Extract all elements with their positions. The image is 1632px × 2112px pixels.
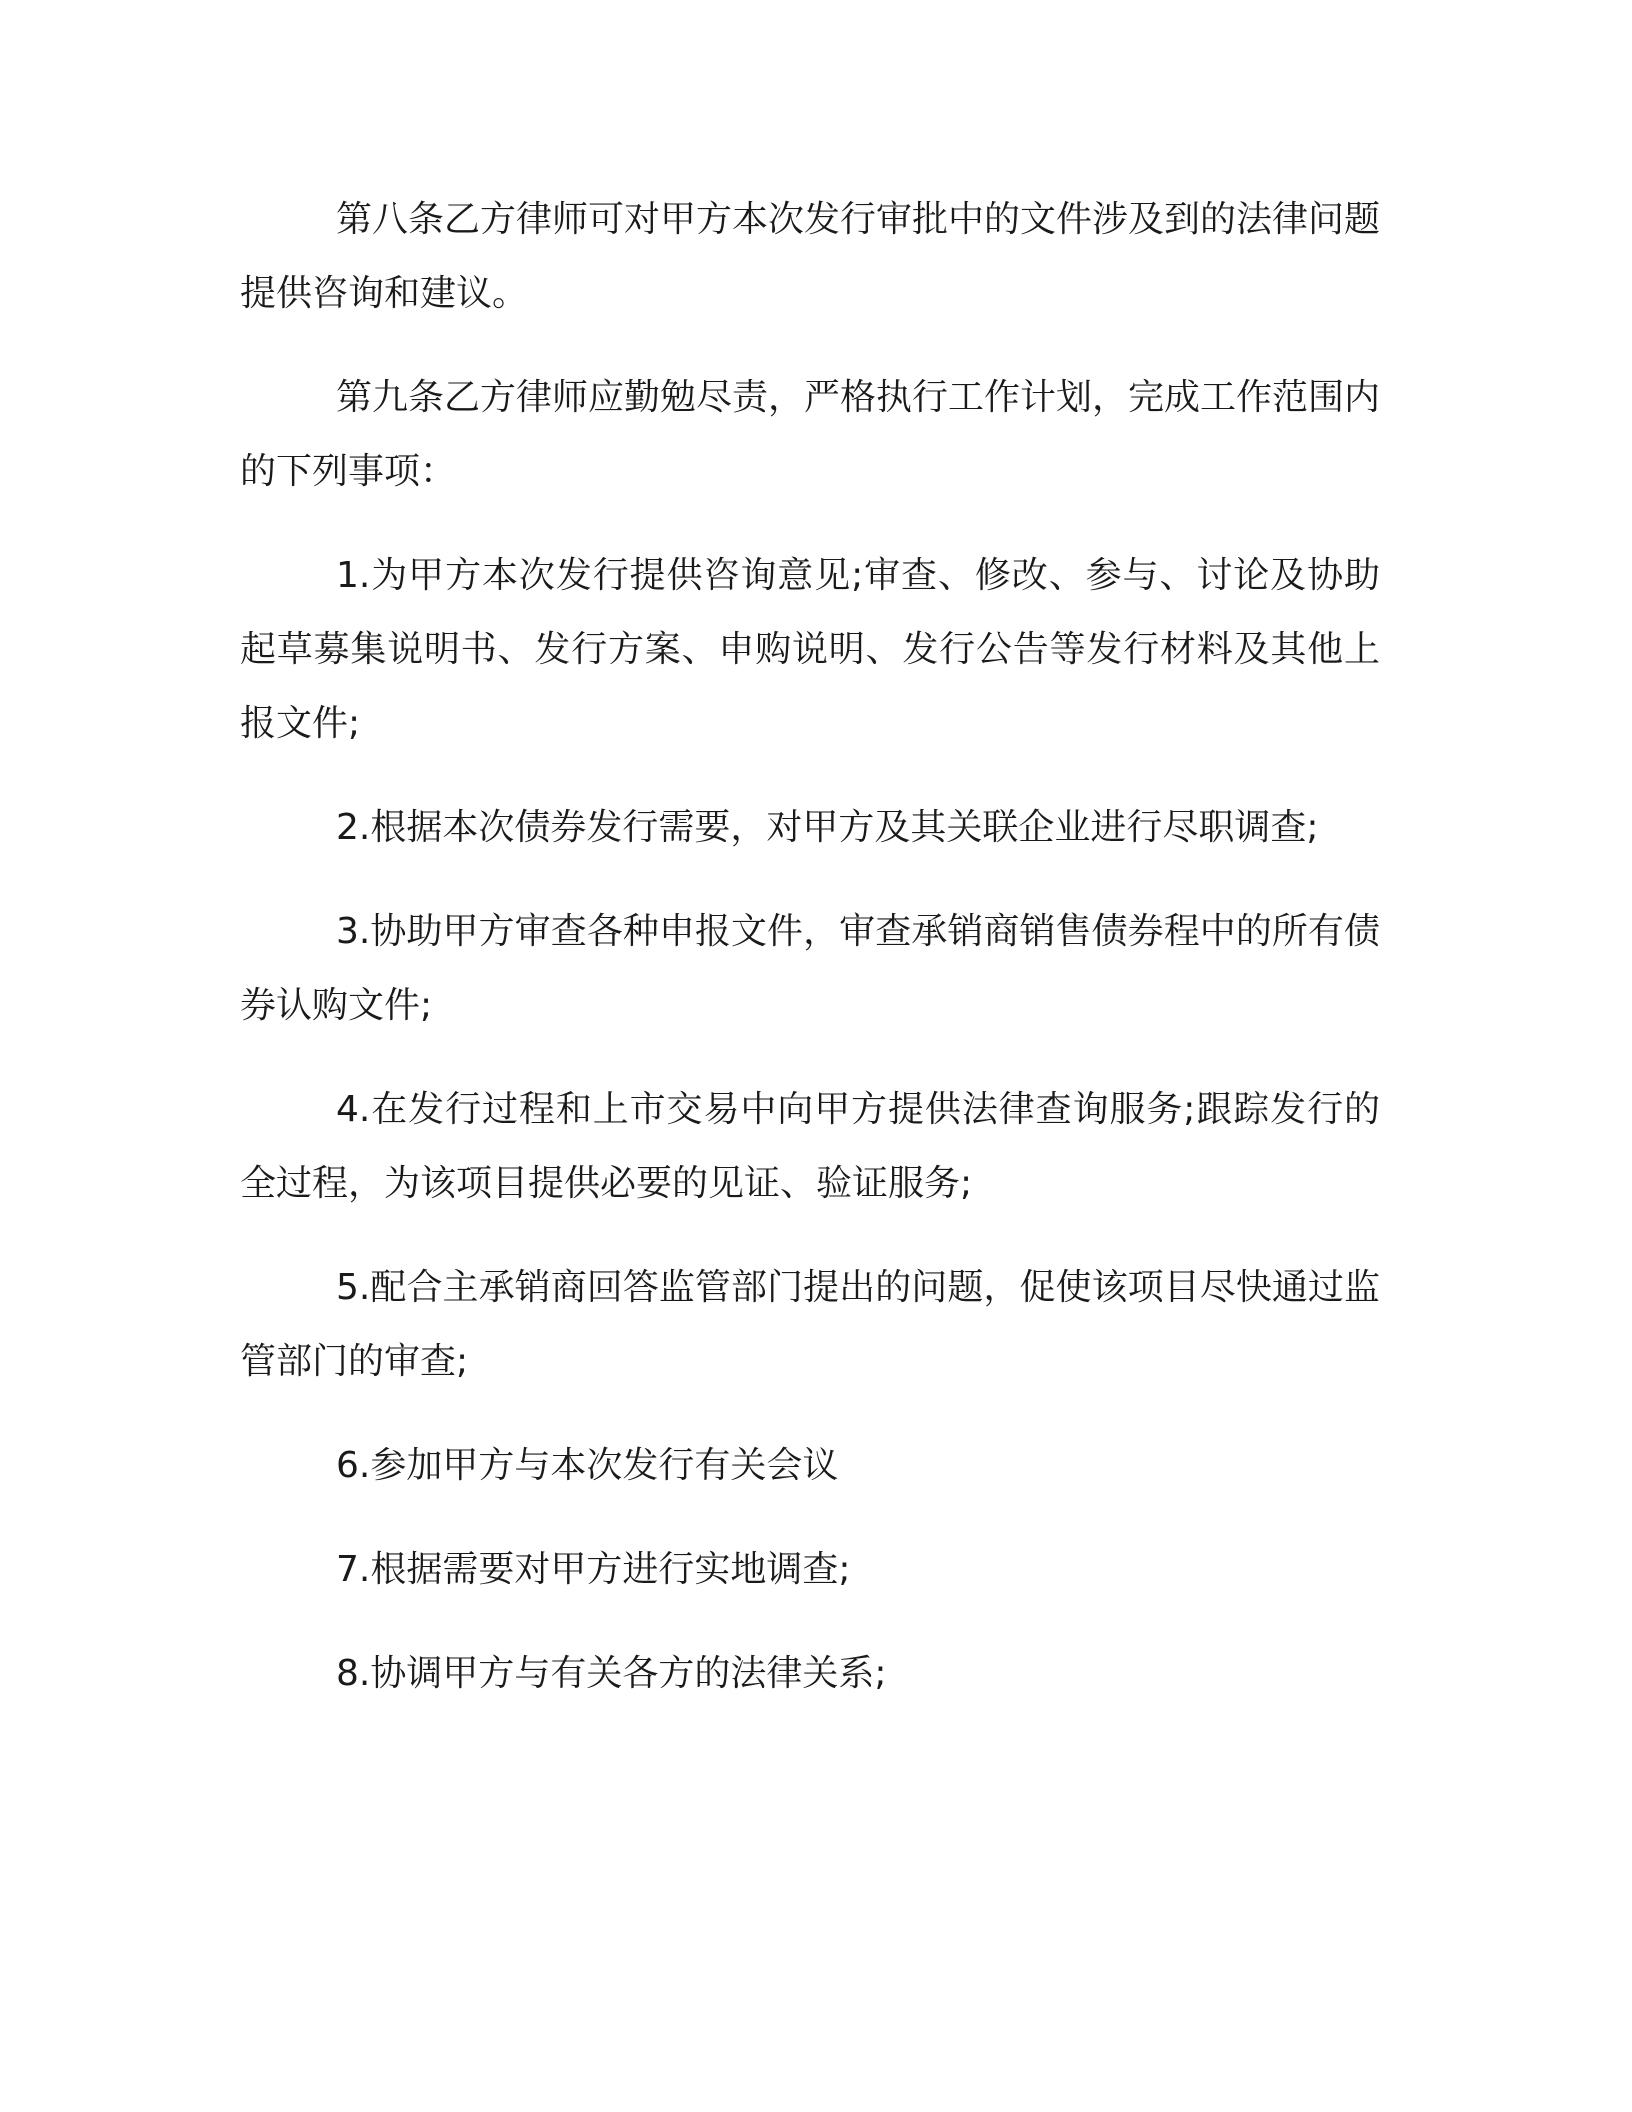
list-item-8: 8.协调甲方与有关各方的法律关系; xyxy=(336,1653,887,1694)
article-9-paragraph: 第九条乙方律师应勤勉尽责，严格执行工作计划，完成工作范围内的下列事项： xyxy=(240,377,1381,492)
list-item-2: 2.根据本次债券发行需要，对甲方及其关联企业进行尽职调查; xyxy=(336,807,1319,848)
document-body xyxy=(240,183,1380,1741)
list-item-1: 1.为甲方本次发行提供咨询意见;审查、修改、参与、讨论及协助起草募集说明书、发行方案、申购说明、发行公告等发行材料及其他上报文件; xyxy=(240,555,1380,744)
list-item-6: 6.参加甲方与本次发行有关会议 xyxy=(336,1445,839,1486)
list-item-5: 5.配合主承销商回答监管部门提出的问题，促使该项目尽快通过监管部门的审查; xyxy=(240,1267,1380,1382)
list-item-3: 3.协助甲方审查各种申报文件，审查承销商销售债券程中的所有债券认购文件; xyxy=(240,911,1380,1026)
list-item-4: 4.在发行过程和上市交易中向甲方提供法律查询服务;跟踪发行的全过程，为该项目提供必要的见证、验证服务; xyxy=(240,1089,1380,1204)
article-8-paragraph: 第八条乙方律师可对甲方本次发行审批中的文件涉及到的法律问题提供咨询和建议。 xyxy=(240,199,1381,314)
list-item-7: 7.根据需要对甲方进行实地调查; xyxy=(336,1549,851,1590)
